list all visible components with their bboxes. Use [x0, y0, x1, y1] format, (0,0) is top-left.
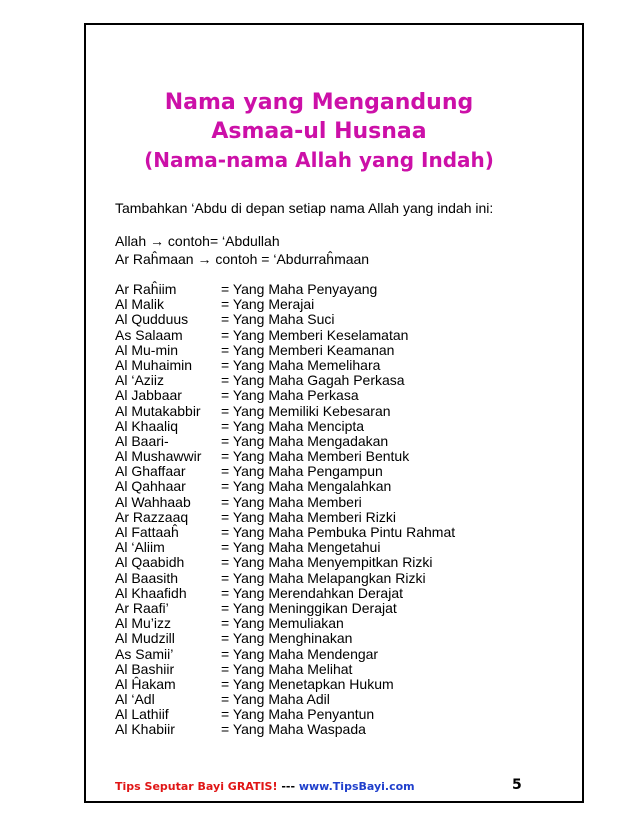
- list-item: [115, 555, 455, 570]
- list-item: [115, 358, 455, 373]
- list-item: [115, 707, 455, 722]
- list-item: [115, 647, 455, 662]
- list-item: [115, 312, 455, 327]
- asma-meaning: = Yang Maha Penyayang: [221, 281, 378, 297]
- asma-name: Al Mu-min: [115, 341, 179, 358]
- asma-meaning: = Yang Maha Menyempitkan Rizki: [221, 554, 433, 571]
- asma-name: Al Mudzill: [115, 630, 175, 647]
- list-item: [115, 677, 455, 692]
- list-item: [115, 692, 455, 707]
- asma-meaning: = Yang Maha Memberi: [221, 493, 362, 510]
- asma-meaning: = Yang Merajai: [221, 296, 315, 313]
- asma-name: Al Qudduus: [115, 311, 189, 328]
- asma-name: Ar Raĥiim: [115, 281, 177, 297]
- asma-meaning: = Yang Maha Melapangkan Rizki: [221, 569, 426, 586]
- asma-name: Al Khaafidh: [115, 584, 187, 601]
- asma-meaning: = Yang Maha Pembuka Pintu Rahmat: [221, 524, 456, 540]
- asma-meaning: = Yang Memberi Keselamatan: [221, 326, 409, 343]
- asma-name: Al Baari-: [115, 432, 169, 449]
- list-item: [115, 525, 455, 540]
- asma-name: Al Qahhaar: [115, 478, 186, 495]
- asma-name: Al Wahhaab: [115, 493, 191, 510]
- names-list: [115, 282, 455, 738]
- asma-meaning: = Yang Maha Pengampun: [221, 463, 383, 480]
- title-line-2: Asmaa-ul Husnaa: [211, 119, 427, 144]
- asma-name: Al Mushawwir: [115, 448, 202, 465]
- asma-name: Al Mutakabbir: [115, 402, 201, 419]
- example-line: Ar Raĥmaan → contoh = ‘Abdurraĥmaan: [115, 251, 370, 267]
- asma-meaning: = Yang Maha Mengalahkan: [221, 478, 392, 495]
- list-item: [115, 662, 455, 677]
- asma-name: Al ‘Adl: [115, 691, 155, 708]
- asma-meaning: = Yang Maha Melihat: [221, 660, 353, 677]
- asma-meaning: = Yang Maha Penyantun: [221, 706, 375, 723]
- asma-name: Al ‘Aliim: [115, 539, 165, 556]
- asma-meaning: = Yang Memberi Keamanan: [221, 341, 395, 358]
- asma-meaning: = Yang Maha Suci: [221, 311, 335, 328]
- asma-name: Al Qaabidh: [115, 554, 185, 571]
- asma-meaning: = Yang Maha Memberi Bentuk: [221, 448, 410, 465]
- asma-name: Ar Raafi’: [115, 599, 169, 616]
- asma-name: Al Baasith: [115, 569, 179, 586]
- title-line-1: Nama yang Mengandung: [164, 90, 474, 115]
- asma-meaning: = Yang Maha Perkasa: [221, 387, 359, 404]
- list-item: [115, 495, 455, 510]
- asma-meaning: = Yang Maha Gagah Perkasa: [221, 372, 405, 389]
- asma-meaning: = Yang Maha Mendengar: [221, 645, 379, 662]
- list-item: [115, 419, 455, 434]
- list-item: [115, 464, 455, 479]
- list-item: [115, 601, 455, 616]
- list-item: [115, 586, 455, 601]
- asma-name: Al ‘Aziiz: [115, 372, 165, 389]
- list-item: [115, 328, 455, 343]
- footer: [115, 780, 415, 793]
- subtitle: (Nama-nama Allah yang Indah): [144, 148, 494, 172]
- example-line: Allah → contoh= ‘Abdullah: [115, 233, 280, 249]
- asma-name: Al Lathiif: [115, 706, 169, 723]
- asma-meaning: = Yang Maha Adil: [221, 691, 330, 708]
- asma-name: Al Ĥakam: [115, 675, 176, 692]
- asma-name: Al Mu’izz: [115, 615, 172, 632]
- intro-text: Tambahkan ‘Abdu di depan setiap nama Allah yang indah ini:: [115, 200, 494, 216]
- asma-name: As Salaam: [115, 326, 183, 343]
- list-item: [115, 631, 455, 646]
- asma-meaning: = Yang Memuliakan: [221, 615, 344, 632]
- page-number: 5: [512, 777, 522, 793]
- asma-name: Al Khaaliq: [115, 417, 179, 434]
- list-item: [115, 540, 455, 555]
- asma-meaning: = Yang Menghinakan: [221, 630, 353, 647]
- asma-name: As Samii’: [115, 645, 174, 662]
- asma-name: Al Khabiir: [115, 721, 175, 738]
- list-item: [115, 479, 455, 494]
- asma-meaning: = Yang Maha Waspada: [221, 721, 366, 738]
- asma-name: Al Jabbaar: [115, 387, 182, 404]
- asma-meaning: = Yang Meninggikan Derajat: [221, 599, 397, 616]
- list-item: [115, 343, 455, 358]
- list-item: [115, 297, 455, 312]
- asma-meaning: = Yang Menetapkan Hukum: [221, 675, 394, 692]
- list-item: [115, 449, 455, 464]
- list-item: [115, 510, 455, 525]
- footer-tagline: Tips Seputar Bayi GRATIS!: [115, 780, 278, 793]
- list-item: [115, 616, 455, 631]
- asma-meaning: = Yang Memiliki Kebesaran: [221, 402, 391, 419]
- list-item: [115, 404, 455, 419]
- asma-name: Al Fattaaĥ: [115, 524, 179, 540]
- list-item: [115, 571, 455, 586]
- list-item: [115, 434, 455, 449]
- list-item: [115, 373, 455, 388]
- asma-meaning: = Yang Maha Memelihara: [221, 356, 381, 373]
- asma-name: Al Ghaffaar: [115, 463, 186, 480]
- asma-name: Al Muhaimin: [115, 356, 193, 373]
- asma-meaning: = Yang Maha Mencipta: [221, 417, 365, 434]
- asma-meaning: = Yang Maha Memberi Rizki: [221, 508, 396, 525]
- asma-meaning: = Yang Maha Mengadakan: [221, 432, 389, 449]
- list-item: [115, 282, 455, 297]
- asma-name: Al Malik: [115, 296, 165, 313]
- list-item: [115, 722, 455, 737]
- asma-meaning: = Yang Maha Mengetahui: [221, 539, 381, 556]
- asma-meaning: = Yang Merendahkan Derajat: [221, 584, 403, 601]
- asma-name: Al Bashiir: [115, 660, 175, 677]
- asma-name: Ar Razzaaq: [115, 508, 189, 525]
- footer-website-link[interactable]: www.TipsBayi.com: [298, 780, 415, 793]
- list-item: [115, 388, 455, 403]
- footer-separator: ---: [277, 780, 299, 793]
